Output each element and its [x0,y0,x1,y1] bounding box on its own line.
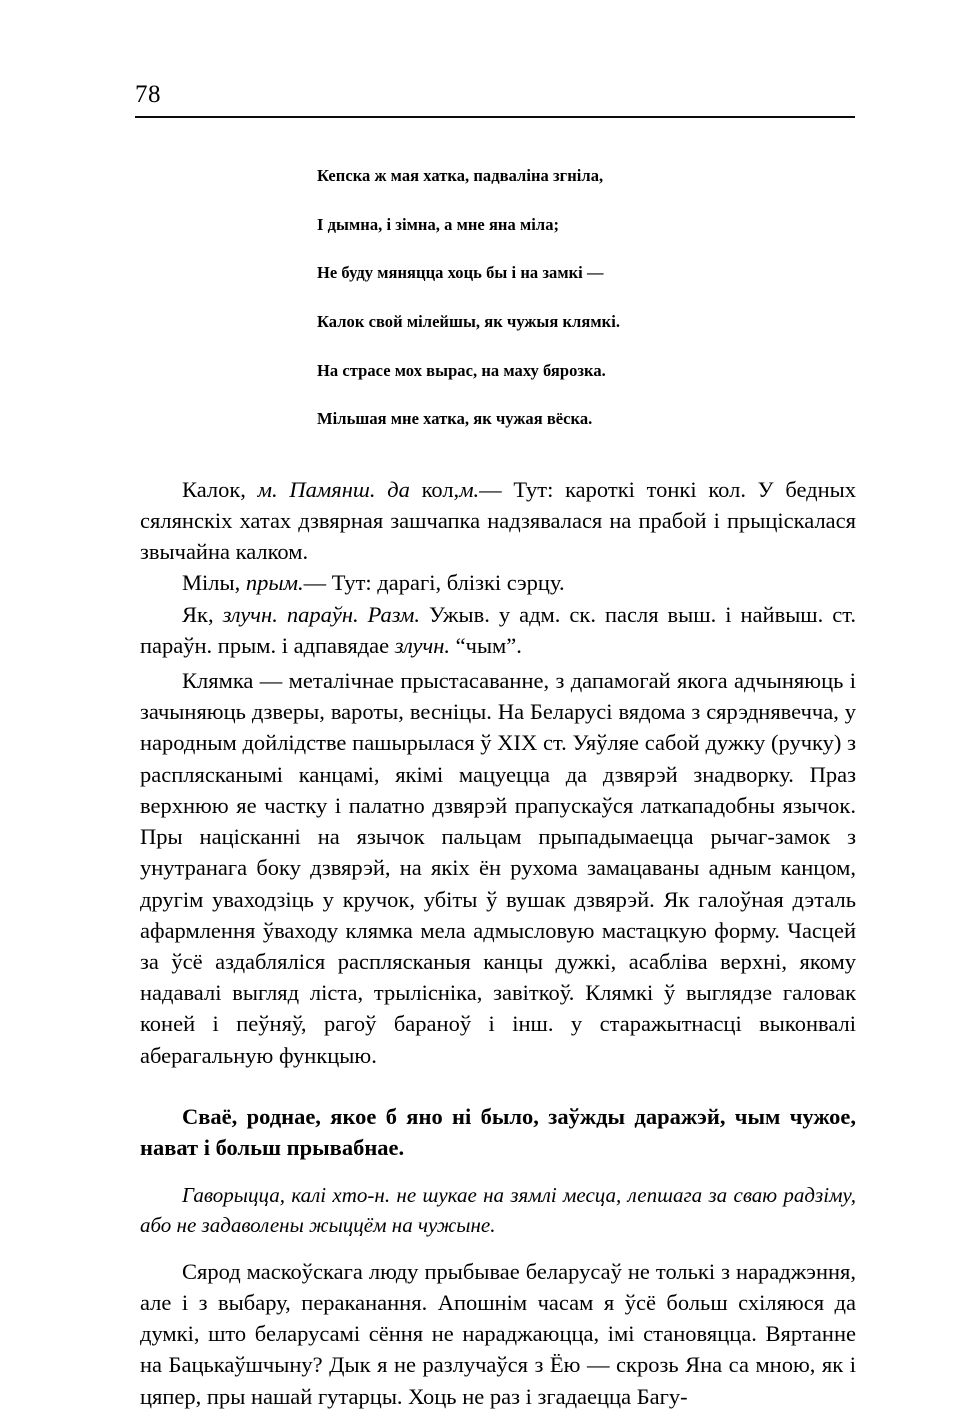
entry-definition: Тут: дарагі, блізкі сэрцу. [331,570,565,596]
entry-derivation-label: Памянш. да [289,476,410,502]
proverb-text: Сваё, роднае, якое б яно ні было, заўжды даражэй, чым чужое, нават і больш прывабнае. [140,1103,856,1161]
dictionary-entry-jak [140,599,856,661]
header-rule [135,116,855,118]
text-column [140,140,856,1412]
entry-definition-part-b: “чым”. [455,632,522,658]
entry-grammar-label: м. [257,476,278,502]
encyclopedia-article-klyamka [140,665,856,1071]
entry-grammar-label: прым. [245,570,304,596]
entry-dash: — [479,476,502,502]
article-body: металічнае прыстасаванне, з дапамогай якога адчыняюць і зачыняюць дзверы, вароты, весніцы. На Беларусі вядома з сярэднявечча, у народным дойлідстве пашырылася ў XIX ст. Уяўляе сабой дужку (ручку) з расплясканымі канцамі, якімі мацуецца да дзвярэй знадворку. Праз верхнюю яе частку і палатно дзвярэй прапускаўся латкападобны язычок. Пры націсканні на язычок пальцам прыпадымаецца рычаг-замок з унутранага боку дзвярэй, на якіх ён рухома замацаваны адным канцом, другім уваходзіць у кручок, убіты ў вушак дзвярэй. Як галоўная дэталь афармлення ўваходу клямка мела адмысловую мастацкую форму. Часцей за ўсё аздабляліся расплясканыя канцы дужкі, асабліва верхні, якому надавалі выгляд ліста, трылісніка, завіткоў. Клямкі ў выглядзе галовак коней і пеўняў, рагоў бараноў і інш. у старажытнасці выконвалі аберагальную функцыю. [140,668,856,1068]
running-head [135,82,855,122]
spacer [140,1164,856,1180]
entry-definition: Тут: кароткі тонкі кол. У бедных сялянскіх хатах дзвярная зашчапка надзявалася на прабой і прыціскалася звычайна калком. [140,476,857,565]
verse-line: Мільшая мне хатка, як чужая вёска. [317,409,593,429]
verse-line: Калок свой мілейшы, як чужыя клямкі. [317,312,620,332]
verse-line: На страсе мох вырас, на маху бярозка. [317,360,606,380]
closing-passage: Сярод маскоўскага люду прыбывае беларусаў не толькі з нараджэння, але і з выбару, пераканання. Апошнім часам я ўсё больш схіляюся да думкі, што беларусамі сёння не нараджаюцца, імі становяцца. Вяртанне на Бацькаўшчыну? Дык я не разлучаўся з Ёю — скрозь Яна са мною, як і цяпер, пры нашай гутарцы. Хоць не раз і згадаецца Багу- [140,1258,856,1409]
entry-definition-part-a: Ужыв. у адм. ск. пасля выш. і найвыш. ст. параўн. прым. і адпавядае [140,601,857,658]
article-dash: — [259,668,283,694]
spacer [140,1240,856,1256]
dictionary-entry-kalok [140,474,856,568]
entry-headword: Як, [182,601,214,627]
page-number: 78 [135,81,161,108]
entry-grammar-label: злучн. параўн. Разм. [222,601,420,627]
entry-grammar-label-2: м. [459,476,480,502]
entry-dash: — [303,570,327,596]
verse-line: І дымна, і зімна, а мне яна міла; [317,214,560,234]
entry-headword: Калок, [182,476,246,502]
proverb-gloss: Гаворыцца, калі хто-н. не шукае на зямлі месца, лепшага за сваю радзіму, або не задаволены жыццём на чужыне. [140,1182,856,1237]
verse-line: Кепска ж мая хатка, падваліна згніла, [317,166,604,186]
article-term: Клямка [182,668,254,694]
entry-headword: Мілы, [182,570,241,596]
verse-epigraph [140,140,856,456]
dictionary-entry-mily [140,567,856,598]
spacer [140,1071,856,1101]
entry-grammar-label-2: злучн. [394,632,451,658]
entry-reference-word: кол, [421,476,460,502]
verse-line: Не буду мяняцца хоць бы і на замкі — [317,263,604,283]
